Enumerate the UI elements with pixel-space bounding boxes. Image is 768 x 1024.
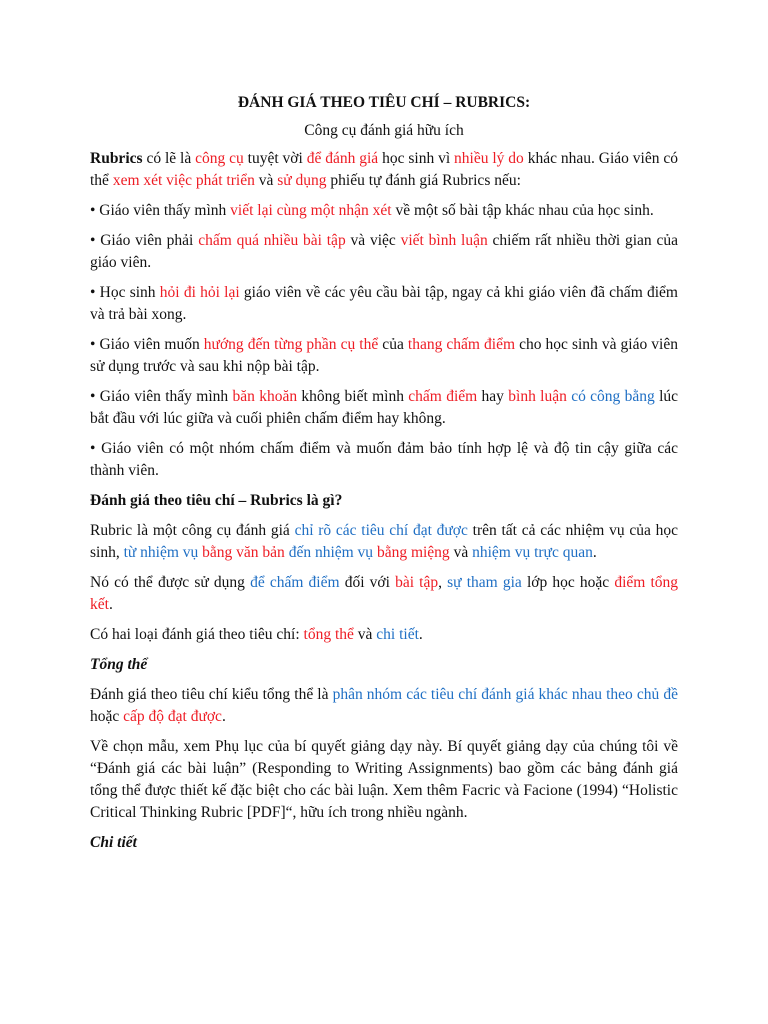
text-run: • Giáo viên thấy mình bbox=[90, 202, 231, 219]
intro-paragraph bbox=[90, 148, 678, 192]
text-run: và bbox=[353, 626, 377, 643]
text-run: • Giáo viên có một nhóm chấm điểm và muốn đảm bảo tính hợp lệ và độ tin cậy giữa các thành viên. bbox=[90, 440, 678, 479]
text-run: Về chọn mẫu, xem Phụ lục của bí quyết giảng dạy này. Bí quyết giảng dạy của chúng tôi về “Đánh giá các bài luận” (Responding to Writing Assignments) bao gồm các bảng đánh giá tổng thể được thiết kế đặc biệt cho các bài luận. Xem thêm Facric và Facione (1994) “Holistic Critical Thinking Rubric [PDF]“, hữu ích trong nhiều ngành. bbox=[90, 738, 678, 821]
text-run: cho học sinh và giáo viên sử dụng trước và sau khi nộp bài tập. bbox=[90, 336, 678, 375]
text-run: về một số bài tập khác nhau của học sinh. bbox=[391, 202, 654, 219]
highlight-red-text: viết lại cùng một nhận xét bbox=[230, 202, 392, 219]
text-run: • Giáo viên phải bbox=[90, 232, 199, 249]
text-run: hay bbox=[477, 388, 509, 405]
highlight-blue-text: chi tiết bbox=[376, 626, 419, 643]
text-run: giáo viên về các yêu cầu bài tập, ngay cả khi giáo viên đã chấm điểm và trả bài xong. bbox=[90, 284, 678, 323]
text-run: Có hai loại đánh giá theo tiêu chí: bbox=[90, 626, 304, 643]
text-run: và bbox=[449, 544, 473, 561]
highlight-red-text: bằng miệng bbox=[376, 544, 450, 561]
highlight-red-text: băn khoăn bbox=[232, 388, 298, 405]
highlight-blue-text: chỉ rõ các tiêu chí đạt được bbox=[294, 522, 468, 539]
highlight-blue-text: phân nhóm các tiêu chí đánh giá khác nhau theo chủ đề bbox=[332, 686, 678, 703]
definition-paragraph bbox=[90, 520, 678, 564]
usage-paragraph bbox=[90, 572, 678, 616]
highlight-blue-text: đến nhiệm vụ bbox=[288, 544, 374, 561]
text-run: trên tất cả các nhiệm vụ của học sinh, bbox=[90, 522, 679, 561]
types-paragraph bbox=[90, 624, 678, 646]
highlight-red-text: để đánh giá bbox=[306, 150, 379, 167]
highlight-red-text: thang chấm điểm bbox=[407, 336, 516, 353]
highlight-blue-text: từ nhiệm vụ bbox=[123, 544, 199, 561]
document-subtitle: Công cụ đánh giá hữu ích bbox=[304, 122, 464, 139]
highlight-red-text: bài tập bbox=[395, 574, 439, 591]
text-run: khác nhau. Giáo viên có thể bbox=[90, 150, 678, 189]
section-heading-what: Đánh giá theo tiêu chí – Rubrics là gì? bbox=[90, 492, 343, 509]
section-heading-analytic: Chi tiết bbox=[90, 834, 137, 851]
highlight-red-text: xem xét việc phát triển bbox=[112, 172, 255, 189]
bullet-item bbox=[90, 438, 678, 482]
text-run: và bbox=[254, 172, 278, 189]
holistic-paragraph bbox=[90, 684, 678, 728]
text-run: học sinh vì bbox=[378, 150, 455, 167]
highlight-red-text: nhiều lý do bbox=[454, 150, 524, 167]
highlight-red-text: tổng thể bbox=[303, 626, 354, 643]
highlight-blue-text: để chấm điểm bbox=[250, 574, 340, 591]
text-run: . bbox=[108, 596, 113, 613]
bullet-item bbox=[90, 282, 678, 326]
text-run: và việc bbox=[345, 232, 401, 249]
highlight-red-text: chấm điểm bbox=[408, 388, 478, 405]
text-run: . bbox=[418, 626, 423, 643]
highlight-red-text: bình luận bbox=[508, 388, 567, 405]
text-run: • Giáo viên muốn bbox=[90, 336, 204, 353]
highlight-red-text: viết bình luận bbox=[400, 232, 488, 249]
bullet-item bbox=[90, 200, 678, 222]
highlight-red-text: chấm quá nhiều bài tập bbox=[198, 232, 346, 249]
holistic-reference-paragraph bbox=[90, 736, 678, 824]
highlight-red-text: bằng văn bản bbox=[202, 544, 285, 561]
highlight-blue-text: sự tham gia bbox=[447, 574, 522, 591]
text-run: của bbox=[378, 336, 408, 353]
section-heading-holistic: Tổng thể bbox=[90, 656, 148, 673]
text-run: không biết mình bbox=[297, 388, 409, 405]
text-run: , bbox=[438, 574, 448, 591]
text-run: đối với bbox=[339, 574, 396, 591]
document-body bbox=[90, 92, 678, 862]
text-run: . bbox=[592, 544, 597, 561]
document-title: ĐÁNH GIÁ THEO TIÊU CHÍ – RUBRICS: bbox=[237, 94, 531, 111]
text-run: có lẽ là bbox=[142, 150, 196, 167]
highlight-red-text: công cụ bbox=[195, 150, 244, 167]
text-run: Nó có thể được sử dụng bbox=[90, 574, 251, 591]
bullet-item bbox=[90, 386, 678, 430]
highlight-red-text: cấp độ đạt được bbox=[123, 708, 222, 725]
text-run: chiếm rất nhiều thời gian của giáo viên. bbox=[90, 232, 678, 271]
highlight-red-text: hướng đến từng phần cụ thể bbox=[203, 336, 379, 353]
text-run: tuyệt vời bbox=[243, 150, 307, 167]
highlight-blue-text: có công bằng bbox=[571, 388, 655, 405]
text-run: hoặc bbox=[90, 708, 124, 725]
bullet-item bbox=[90, 230, 678, 274]
text-run: Rubric là một công cụ đánh giá bbox=[90, 522, 295, 539]
highlight-red-text: hỏi đi hỏi lại bbox=[159, 284, 240, 301]
highlight-blue-text: nhiệm vụ trực quan bbox=[472, 544, 593, 561]
text-run: lúc bắt đầu với lúc giữa và cuối phiên chấm điểm hay không. bbox=[90, 388, 679, 427]
text-run: phiếu tự đánh giá Rubrics nếu: bbox=[326, 172, 521, 189]
highlight-red-text: sử dụng bbox=[277, 172, 327, 189]
text-run: . bbox=[221, 708, 226, 725]
text-run: • Học sinh bbox=[90, 284, 160, 301]
text-run: Đánh giá theo tiêu chí kiểu tổng thể là bbox=[90, 686, 333, 703]
text-run: lớp học hoặc bbox=[521, 574, 615, 591]
highlight-red-text: điểm tổng kết bbox=[90, 574, 679, 613]
text-run: • Giáo viên thấy mình bbox=[90, 388, 233, 405]
bold-text: Rubrics bbox=[90, 150, 143, 167]
bullet-item bbox=[90, 334, 678, 378]
